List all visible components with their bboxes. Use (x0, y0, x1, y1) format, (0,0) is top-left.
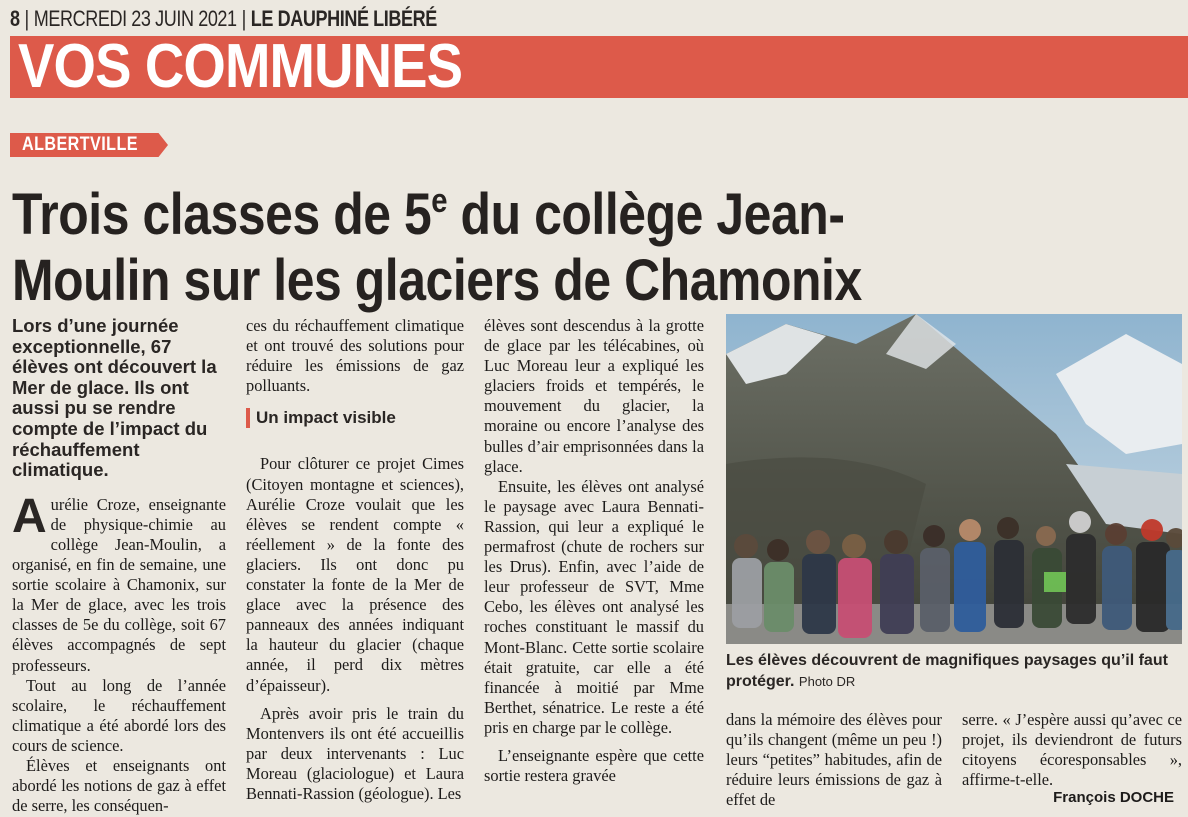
page-number: 8 (10, 6, 20, 31)
subheading (246, 408, 464, 428)
dropcap: A (12, 489, 47, 543)
headline-line-1 (12, 168, 1018, 248)
column-1 (12, 316, 226, 816)
photo-caption (726, 650, 1182, 692)
author-byline: François DOCHE (1053, 789, 1174, 806)
headline-text: du collège Jean- (447, 182, 845, 247)
photo-credit: Photo DR (798, 674, 856, 689)
headline-line-2: Moulin sur les glaciers de Chamonix (12, 248, 862, 313)
subheading-bar (246, 408, 250, 428)
body-paragraph: Tout au long de l’année scolaire, le réchauffement climatique a été abordé lors des cours de science. (12, 675, 226, 755)
separator: | (241, 6, 246, 31)
body-paragraph: ces du réchauffement climatique et ont trouvé des solutions pour réduire les émissions de gaz polluants. (246, 316, 464, 396)
body-text: urélie Croze, enseignante de physique-chimie au collège Jean-Moulin, a organisé, en fin de semaine, une sortie scolaire à Chamonix, sur la Mer de glace, avec les trois classes de 5e du collège, soit 67 élèves accompagnés de sept professeurs. (12, 494, 226, 675)
body-paragraph: serre. « J’espère aussi qu’avec ce projet, ils deviendront de futurs citoyens écoresponsables », affirme-t-elle. (962, 710, 1182, 790)
newspaper-name: LE DAUPHINÉ LIBÉRÉ (250, 6, 437, 31)
body-paragraph: Après avoir pris le train du Montenvers ils ont été accueillis par deux intervenants : Luc Moreau (glaciologue) et Laura Bennati-Rassion (géologue). Les (246, 703, 464, 803)
body-paragraph: élèves sont descendus à la grotte de glace par les télécabines, où Luc Moreau leur a expliqué les glaciers froids et tempérés, le mouvement du glacier, la moraine ou encore l’analyse des bulles d’air emprisonnées dans la glace. (484, 316, 704, 476)
column-5 (962, 710, 1182, 790)
body-paragraph: Ensuite, les élèves ont analysé le paysage avec Laura Bennati-Rassion, qui leur a expliqué le permafrost (chute de rochers sur les Drus). Enfin, avec l’aide de leur professeur de SVT, Mme Cebo, les élèves ont analysé les roches constituant le massif du Mont-Blanc. Cette sortie scolaire était gratuite, car elle a été financée à moitié par Mme Berthet, sénatrice. Le reste a été pris en charge par le collège. (484, 476, 704, 737)
column-4 (726, 710, 942, 810)
photo-image (726, 314, 1182, 644)
column-2 (246, 316, 464, 804)
section-title: VOS COMMUNES (18, 32, 463, 101)
body-paragraph: Élèves et enseignants ont abordé les notions de gaz à effet de serre, les conséquen- (12, 755, 226, 816)
body-paragraph: Pour clôturer ce projet Cimes (Citoyen montagne et sciences), Aurélie Croze voulait que les élèves se rendent compte « réellement » de la fonte des glaciers. Ils ont donc pu constater la fonte de la Mer de glace avec la présence des panneaux des années indiquant la hauteur du glacier (chaque année, il perd dix mètres d’épaisseur). (246, 454, 464, 695)
issue-date: MERCREDI 23 JUIN 2021 (33, 6, 237, 31)
masthead (10, 4, 437, 34)
headline-superscript: e (431, 182, 448, 220)
caption-text: Les élèves découvrent de magnifiques paysages qu’il faut protéger. (726, 652, 1168, 690)
subheading-text: Un impact visible (256, 408, 396, 428)
body-paragraph (12, 489, 226, 676)
body-paragraph: dans la mémoire des élèves pour qu’ils changent (même un peu !) leurs “petites” habitudes, afin de réduire leurs émissions de gaz à effet de (726, 710, 942, 810)
article-photo (726, 314, 1182, 644)
lead-paragraph: Lors d’une journée exceptionnelle, 67 élèves ont découvert la Mer de glace. Ils ont aussi pu se rendre compte de l’impact du réchauffement climatique. (12, 315, 217, 481)
headline-text: Trois classes de 5 (12, 182, 432, 247)
body-paragraph: L’enseignante espère que cette sortie restera gravée (484, 745, 704, 786)
separator: | (24, 6, 29, 31)
headline (12, 168, 1182, 314)
location-tag-label: ALBERTVILLE (22, 134, 138, 155)
column-3 (484, 316, 704, 786)
